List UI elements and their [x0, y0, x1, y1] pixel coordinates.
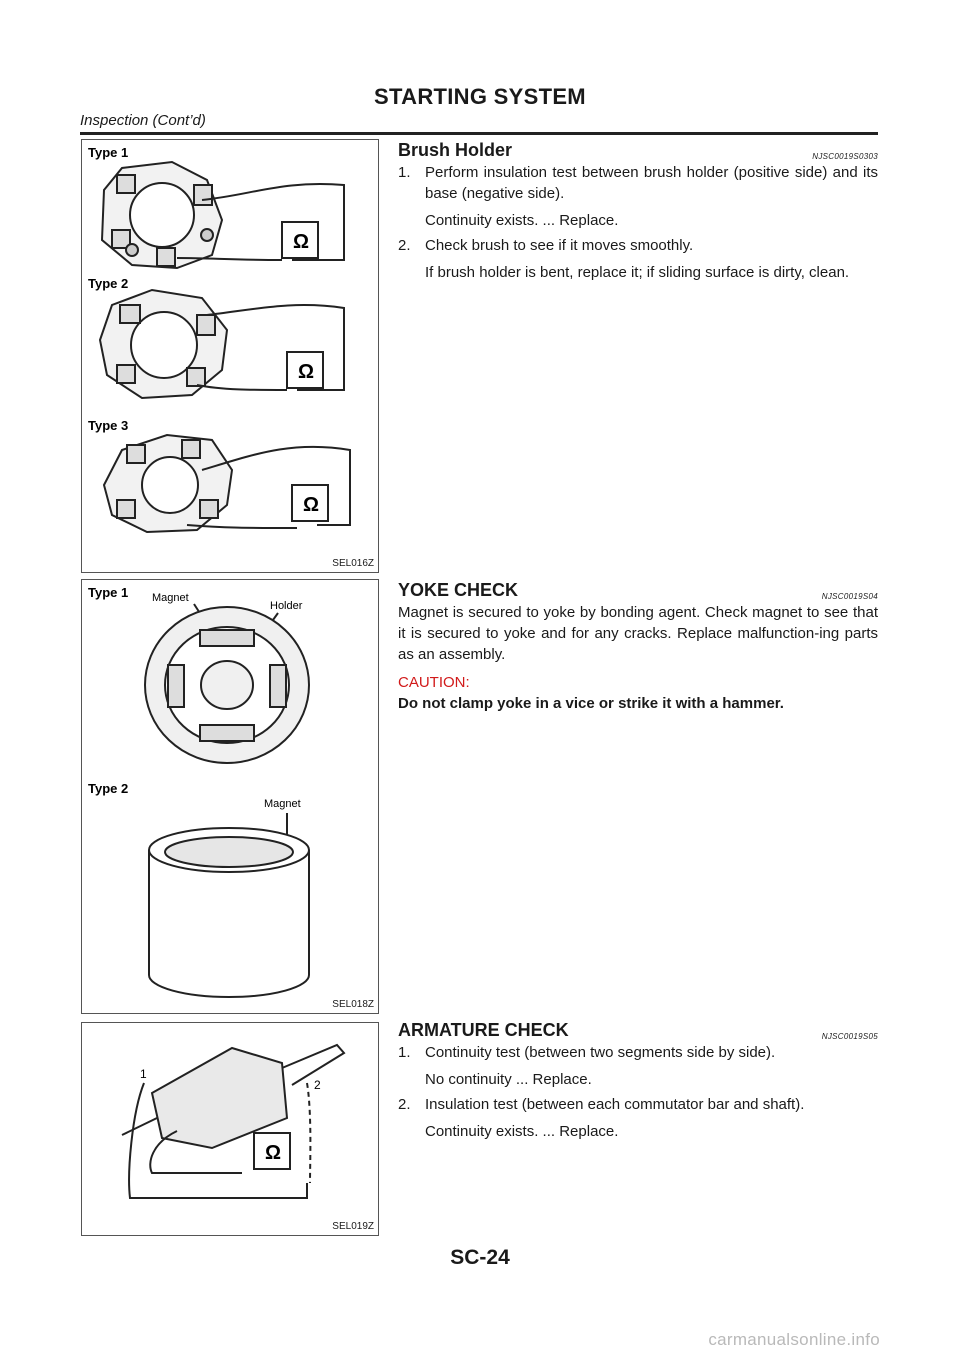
- figure-yoke: [81, 579, 379, 1014]
- fig2-magnet2-label: Magnet: [264, 798, 301, 810]
- item-text: Continuity test (between two segments side by side).: [425, 1044, 776, 1061]
- fig2-holder-label: Holder: [270, 600, 303, 612]
- section-paragraph: Magnet is secured to yoke by bonding agent. Check magnet to see that it is secured to yoke and for any cracks. Replace malfunction-ing parts as an assembly.: [398, 604, 878, 663]
- header-divider: [80, 132, 878, 135]
- page-title: STARTING SYSTEM: [374, 84, 586, 109]
- watermark: carmanualsonline.info: [708, 1330, 880, 1349]
- fig1-meter-symbol-2: Ω: [298, 361, 315, 383]
- section-code: NJSC0019S05: [821, 1032, 878, 1041]
- list-item: [398, 1042, 878, 1063]
- figure-armature: [81, 1022, 379, 1236]
- fig2-magnet-label: Magnet: [152, 592, 189, 604]
- section-title-text: YOKE CHECK: [398, 580, 519, 600]
- fig2-type1-label: Type 1: [88, 585, 129, 600]
- fig2-type2-label: Type 2: [88, 781, 129, 796]
- list-item: [398, 235, 878, 256]
- item-result: Continuity exists. ... Replace.: [425, 1123, 619, 1140]
- item-result: If brush holder is bent, replace it; if sliding surface is dirty, clean.: [425, 264, 850, 281]
- item-text: Perform insulation test between brush holder (positive side) and its base (negative side).: [425, 164, 878, 202]
- section-title: [398, 580, 878, 602]
- item-text: Check brush to see if it moves smoothly.: [425, 237, 694, 254]
- figure-code: SEL019Z: [332, 1221, 374, 1232]
- fig1-meter-symbol-1: Ω: [293, 231, 310, 253]
- section-title-text: Brush Holder: [398, 140, 513, 160]
- item-number: 1.: [398, 1044, 411, 1061]
- item-result: Continuity exists. ... Replace.: [425, 212, 619, 229]
- section-code: NJSC0019S0303: [812, 152, 878, 161]
- fig3-probe2-label: 2: [314, 1078, 321, 1092]
- item-number: 2.: [398, 1096, 411, 1113]
- figure-code: SEL016Z: [332, 558, 374, 569]
- section-code: NJSC0019S04: [821, 592, 878, 601]
- caution-text: Do not clamp yoke in a vice or strike it with a hammer.: [398, 695, 784, 712]
- fig1-type1-label: Type 1: [88, 145, 129, 160]
- section-yoke-check: [398, 580, 878, 714]
- fig3-probe1-label: 1: [140, 1067, 147, 1081]
- page-number: SC-24: [450, 1246, 510, 1269]
- page-subtitle: Inspection (Cont’d): [80, 112, 206, 129]
- item-text: Insulation test (between each commutator bar and shaft).: [425, 1096, 805, 1113]
- fig1-type3-label: Type 3: [88, 418, 129, 433]
- list-item: [398, 1094, 878, 1115]
- figure-brush-holder: [81, 139, 379, 573]
- item-number: 2.: [398, 237, 411, 254]
- section-brush-holder: [398, 140, 878, 287]
- brush-holder-illustration: [82, 140, 378, 572]
- yoke-illustration: [82, 580, 378, 1013]
- armature-illustration: [82, 1023, 378, 1235]
- fig1-meter-symbol-3: Ω: [303, 494, 320, 516]
- item-number: 1.: [398, 164, 411, 181]
- section-title: [398, 1020, 878, 1042]
- fig3-meter-symbol: Ω: [265, 1142, 282, 1164]
- fig1-type2-label: Type 2: [88, 276, 129, 291]
- item-result: No continuity ... Replace.: [425, 1071, 592, 1088]
- figure-code: SEL018Z: [332, 999, 374, 1010]
- section-title: [398, 140, 878, 162]
- section-armature-check: [398, 1020, 878, 1146]
- list-item: [398, 162, 878, 204]
- caution-label: CAUTION:: [398, 674, 470, 691]
- section-title-text: ARMATURE CHECK: [398, 1020, 569, 1040]
